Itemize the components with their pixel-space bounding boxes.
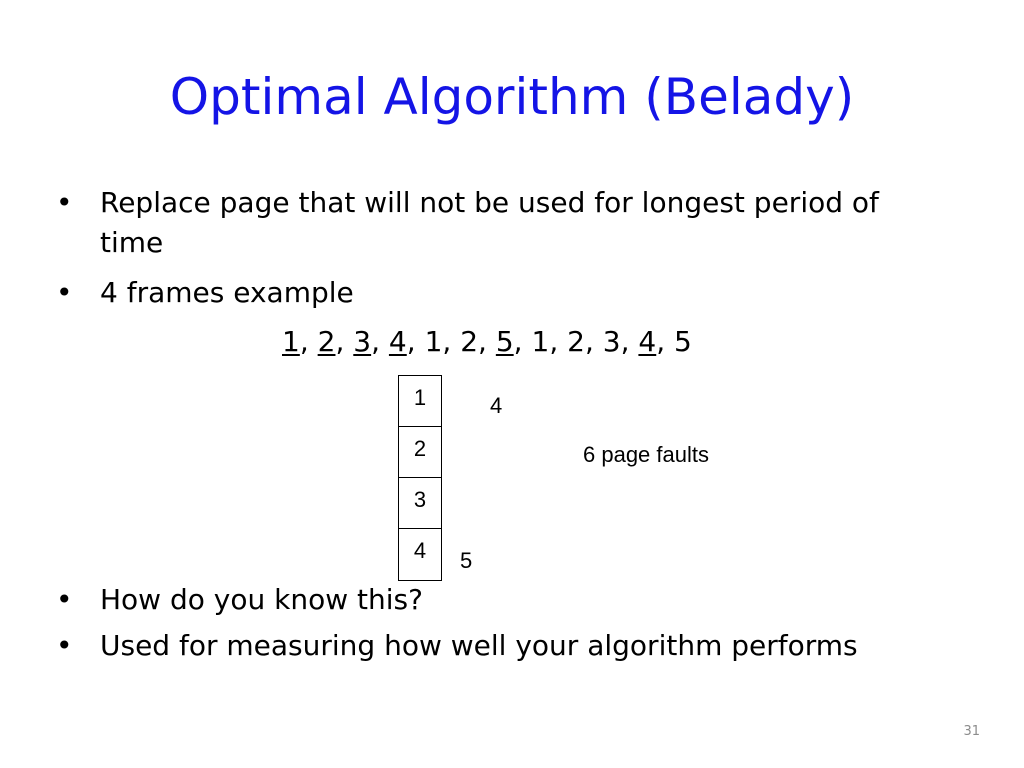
replacement-annotation-top: 4 xyxy=(490,393,503,418)
slide-number: 31 xyxy=(963,724,980,739)
reference-separator: , xyxy=(478,325,496,358)
reference-separator: , xyxy=(656,325,675,358)
bullet-replace-page xyxy=(56,183,956,267)
reference-separator: , xyxy=(406,325,425,358)
reference-value: 5 xyxy=(674,325,692,358)
reference-separator: , xyxy=(584,325,603,358)
frame-cell: 2 xyxy=(399,427,441,478)
bullet-text: Replace page that will not be used for longest period of time xyxy=(100,186,879,259)
reference-separator: , xyxy=(371,325,389,358)
reference-value: 5 xyxy=(495,325,514,358)
reference-value: 1 xyxy=(424,325,443,358)
frame-cell: 3 xyxy=(399,478,441,529)
bullet-measuring xyxy=(56,626,1006,668)
reference-separator: , xyxy=(620,325,639,358)
reference-string xyxy=(282,322,692,362)
frame-table xyxy=(398,375,442,581)
reference-value: 2 xyxy=(460,325,479,358)
reference-value: 4 xyxy=(388,325,407,358)
slide-title: Optimal Algorithm (Belady) xyxy=(169,68,855,126)
bullet-marker: • xyxy=(56,583,73,616)
reference-value: 2 xyxy=(567,325,585,358)
reference-value: 1 xyxy=(531,325,550,358)
page-faults-label: 6 page faults xyxy=(583,442,709,467)
reference-value: 4 xyxy=(638,325,657,358)
frame-cell: 4 xyxy=(413,538,427,563)
bullet-four-frames xyxy=(56,273,956,315)
reference-value: 2 xyxy=(317,325,336,358)
bullet-text: 4 frames example xyxy=(100,276,354,309)
reference-separator: , xyxy=(513,325,532,358)
reference-value: 1 xyxy=(282,325,300,358)
reference-value: 3 xyxy=(602,325,621,358)
bullet-text: Used for measuring how well your algorithm performs xyxy=(100,629,858,662)
reference-value: 3 xyxy=(353,325,372,358)
reference-separator: , xyxy=(299,325,318,358)
reference-separator: , xyxy=(442,325,461,358)
frame-cell: 1 xyxy=(399,376,441,427)
bullet-text: How do you know this? xyxy=(100,583,423,616)
bullet-marker: • xyxy=(56,629,73,662)
bullet-how-know xyxy=(56,580,956,622)
replacement-annotation-bottom: 5 xyxy=(460,548,473,573)
reference-separator: , xyxy=(335,325,354,358)
bullet-marker: • xyxy=(56,186,73,219)
reference-separator: , xyxy=(549,325,568,358)
bullet-marker: • xyxy=(56,276,73,309)
